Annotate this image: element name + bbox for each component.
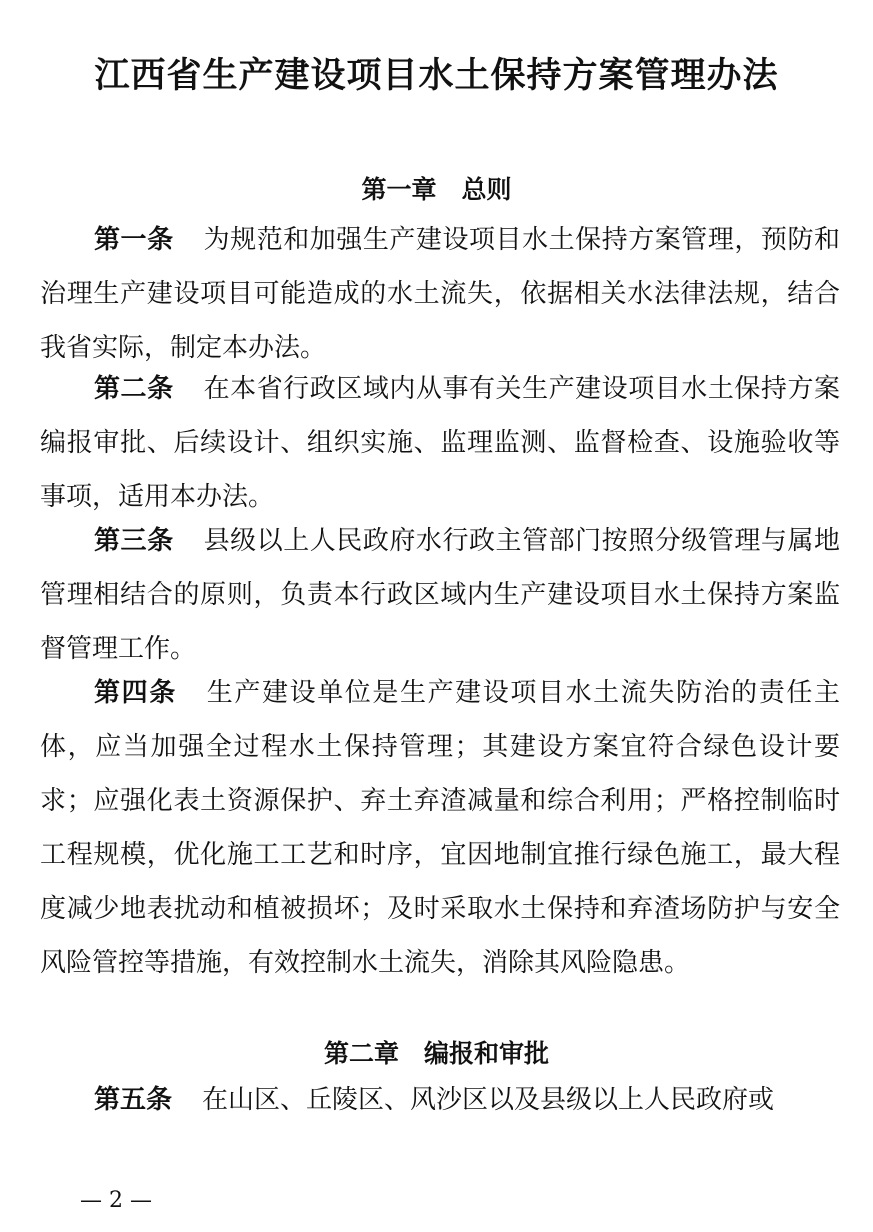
article-4-text: 生产建设单位是生产建设项目水土流失防治的责任主体，应当加强全过程水土保持管理；其建设方案宜符合绿色设计要求；应强化表土资源保护、弃土弃渣减量和综合利用；严格控制临时工程规模，优化施工工艺和时序，宜因地制宜推行绿色施工，最大程度减少地表扰动和植被损坏；及时采取水土保持和弃渣场防护与安全风险管控等措施，有效控制水土流失，消除其风险隐患。: [40, 678, 840, 978]
article-5-text: 在山区、丘陵区、风沙区以及县级以上人民政府或: [202, 1085, 775, 1115]
article-2-label: 第二条: [94, 374, 174, 404]
article-5: [40, 1073, 840, 1127]
article-2-text: 在本省行政区域内从事有关生产建设项目水土保持方案编报审批、后续设计、组织实施、监理监测、监督检查、设施验收等事项，适用本办法。: [40, 374, 840, 512]
chapter-heading-1: 第一章 总则: [361, 175, 512, 204]
document-title: 江西省生产建设项目水土保持方案管理办法: [94, 56, 779, 96]
article-3: [40, 514, 840, 676]
article-1-text: 为规范和加强生产建设项目水土保持方案管理，预防和治理生产建设项目可能造成的水土流失，依据相关水法律法规，结合我省实际，制定本办法。: [40, 225, 840, 363]
article-5-label: 第五条: [94, 1085, 173, 1115]
article-4: [40, 666, 840, 990]
article-3-label: 第三条: [94, 526, 174, 556]
article-1: [40, 213, 840, 375]
chapter-heading-2: 第二章 编报和审批: [323, 1039, 549, 1068]
article-4-label: 第四条: [94, 678, 177, 708]
article-3-text: 县级以上人民政府水行政主管部门按照分级管理与属地管理相结合的原则，负责本行政区域内生产建设项目水土保持方案监督管理工作。: [40, 526, 840, 664]
article-1-label: 第一条: [94, 225, 174, 255]
page-number: — 2 —: [80, 1188, 152, 1213]
article-2: [40, 362, 840, 524]
